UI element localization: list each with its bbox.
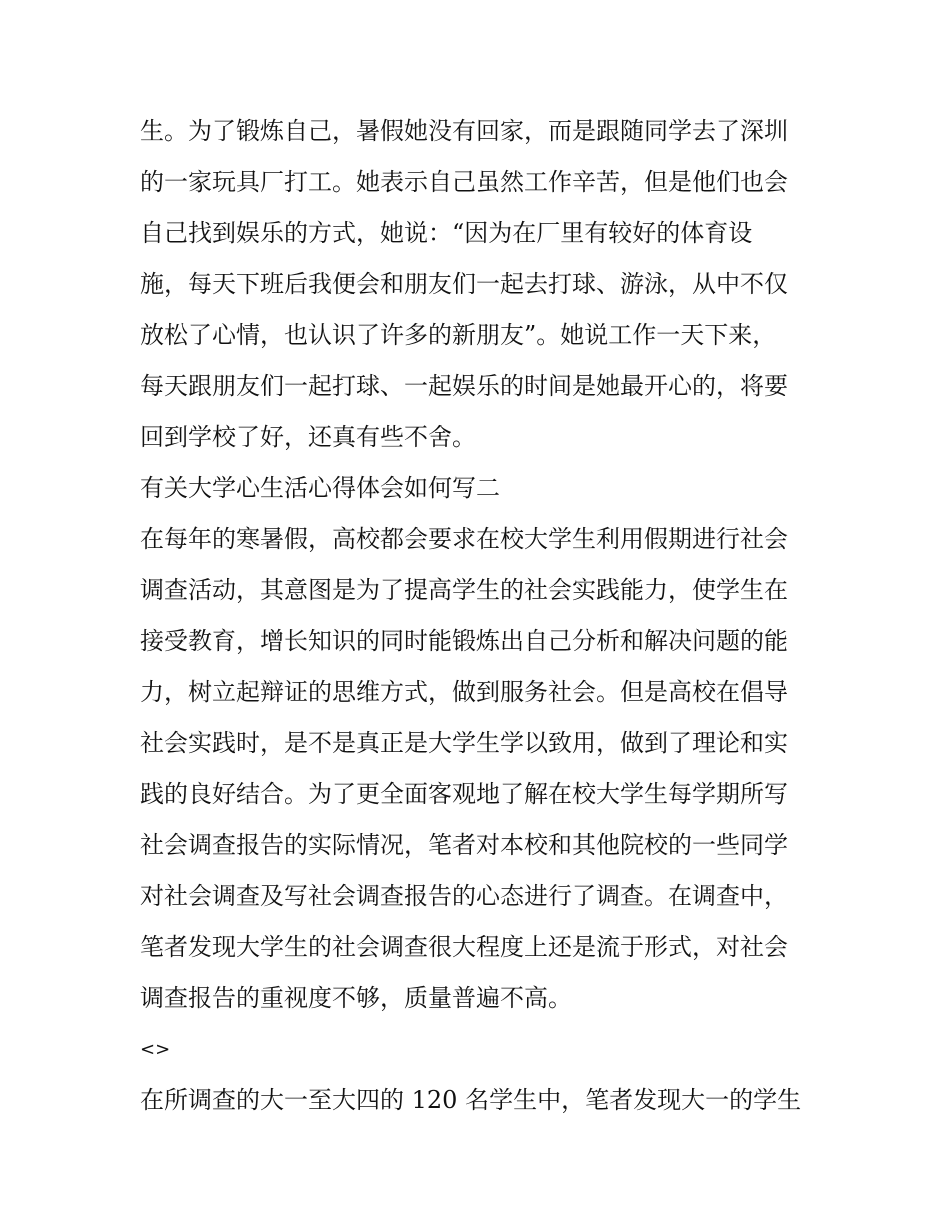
paragraph-line: 接受教育，增长知识的同时能锻炼出自己分析和解决问题的能	[140, 627, 788, 655]
paragraph-line: 施，每天下班后我便会和朋友们一起去打球、游泳，从中不仅	[140, 270, 788, 298]
paragraph-line: 自己找到娱乐的方式，她说：“因为在厂里有较好的体育设	[140, 219, 753, 247]
paragraph-line: 在每年的寒暑假，高校都会要求在校大学生利用假期进行社会	[140, 525, 788, 553]
section-heading: 有关大学心生活心得体会如何写二	[140, 474, 500, 502]
document-body	[140, 106, 820, 1126]
paragraph-line: 笔者发现大学生的社会调查很大程度上还是流于形式，对社会	[140, 933, 788, 961]
paragraph-line: 践的良好结合。为了更全面客观地了解在校大学生每学期所写	[140, 780, 788, 808]
paragraph-line: 调查活动，其意图是为了提高学生的社会实践能力，使学生在	[140, 576, 788, 604]
paragraph-line: 对社会调查及写社会调查报告的心态进行了调查。在调查中，	[140, 882, 788, 910]
paragraph-line: 力，树立起辩证的思维方式，做到服务社会。但是高校在倡导	[140, 678, 788, 706]
paragraph-line: 调查报告的重视度不够，质量普遍不高。	[140, 984, 572, 1012]
placeholder-marker: <>	[140, 1039, 171, 1060]
paragraph-line: 的一家玩具厂打工。她表示自己虽然工作辛苦，但是他们也会	[140, 168, 788, 196]
paragraph-line: 在所调查的大一至大四的 120 名学生中，笔者发现大一的学生	[140, 1086, 802, 1114]
paragraph-line: 社会调查报告的实际情况，笔者对本校和其他院校的一些同学	[140, 831, 788, 859]
paragraph-line: 回到学校了好，还真有些不舍。	[140, 423, 476, 451]
paragraph-line: 放松了心情，也认识了许多的新朋友”。她说工作一天下来，	[140, 321, 777, 349]
paragraph-line: 社会实践时，是不是真正是大学生学以致用，做到了理论和实	[140, 729, 788, 757]
paragraph-line: 生。为了锻炼自己，暑假她没有回家，而是跟随同学去了深圳	[140, 117, 788, 145]
paragraph-line: 每天跟朋友们一起打球、一起娱乐的时间是她最开心的，将要	[140, 372, 788, 400]
